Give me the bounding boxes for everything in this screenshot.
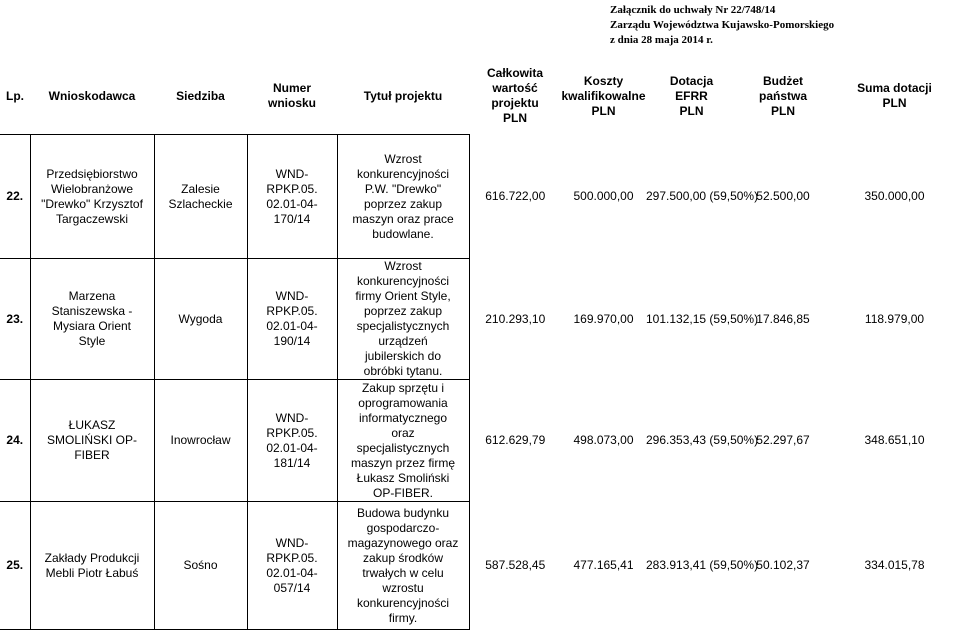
row-total-value: 616.722,00 xyxy=(485,189,546,203)
attachment-note-line: z dnia 28 maja 2014 r. xyxy=(610,34,713,46)
row-project-title: Wzrost konkurencyjności P.W. "Drewko" poprzez zakup maszyn oraz prace budowlane. xyxy=(337,135,469,259)
row-efrr-grant: 297.500,00 (59,50%) xyxy=(646,189,759,203)
row-applicant: Marzena Staniszewska - Mysiara Orient Style xyxy=(30,259,154,380)
col-header-lp: Lp. xyxy=(6,88,24,103)
row-total-value: 210.293,10 xyxy=(485,311,546,326)
row-eligible-costs: 169.970,00 xyxy=(573,311,634,326)
row-state-budget: 17.846,85 xyxy=(756,311,810,326)
attachment-note-line: Zarządu Województwa Kujawsko-Pomorskiego xyxy=(610,19,835,31)
row-application-number: WND- RPKP.05. 02.01-04- 190/14 xyxy=(247,259,337,380)
row-project-title: Budowa budynku gospodarczo- magazynowego oraz zakup środków trwałych w celu wzrostu konkurencyjności firmy. xyxy=(337,502,469,630)
col-header-grant-sum: Suma dotacji PLN xyxy=(857,81,932,110)
row-project-title: Wzrost konkurencyjności firmy Orient Style, poprzez zakup specjalistycznych urządzeń jubilerskich do obróbki tytanu. xyxy=(337,259,469,380)
col-header-project-title: Tytuł projektu xyxy=(363,88,443,103)
row-eligible-costs: 498.073,00 xyxy=(573,433,634,447)
row-seat: Wygoda xyxy=(154,259,247,380)
row-application-number: WND- RPKP.05. 02.01-04- 057/14 xyxy=(247,502,337,630)
row-efrr-grant: 101.132,15 (59,50%) xyxy=(646,311,759,326)
col-header-eligible-costs: Koszty kwalifikowalne PLN xyxy=(561,73,646,118)
table-row xyxy=(0,259,960,380)
row-eligible-costs: 500.000,00 xyxy=(573,189,634,203)
row-lp: 25. xyxy=(0,502,30,630)
table-row xyxy=(0,502,960,630)
grants-table xyxy=(0,64,960,630)
row-efrr-grant: 296.353,43 (59,50%) xyxy=(646,433,759,447)
row-state-budget: 52.297,67 xyxy=(756,433,810,447)
table-header-row xyxy=(0,64,960,128)
row-total-value: 612.629,79 xyxy=(485,433,546,447)
attachment-note-line: Załącznik do uchwały Nr 22/748/14 xyxy=(610,4,776,16)
table-row xyxy=(0,380,960,502)
col-header-seat: Siedziba xyxy=(176,88,225,103)
row-applicant: Przedsiębiorstwo Wielobranżowe "Drewko" Krzysztof Targaczewski xyxy=(30,135,154,259)
col-header-efrr-grant: Dotacja EFRR PLN xyxy=(669,73,714,118)
row-grant-sum: 118.979,00 xyxy=(864,311,925,326)
col-header-total-value: Całkowita wartość projektu PLN xyxy=(486,66,543,125)
row-seat: Sośno xyxy=(154,502,247,630)
row-applicant: Zakłady Produkcji Mebli Piotr Łabuś xyxy=(30,502,154,630)
row-efrr-grant: 283.913,41 (59,50%) xyxy=(646,558,759,572)
row-eligible-costs: 477.165,41 xyxy=(573,558,634,572)
row-application-number: WND- RPKP.05. 02.01-04- 181/14 xyxy=(247,380,337,502)
row-application-number: WND- RPKP.05. 02.01-04- 170/14 xyxy=(247,135,337,259)
table-row xyxy=(0,135,960,259)
row-state-budget: 50.102,37 xyxy=(756,558,810,572)
attachment-note xyxy=(610,3,872,48)
row-total-value: 587.528,45 xyxy=(485,558,546,572)
col-header-applicant: Wnioskodawca xyxy=(48,88,136,103)
row-applicant: ŁUKASZ SMOLIŃSKI OP- FIBER xyxy=(30,380,154,502)
row-state-budget: 52.500,00 xyxy=(756,189,810,203)
row-grant-sum: 348.651,10 xyxy=(864,433,925,447)
row-lp: 22. xyxy=(0,135,30,259)
col-header-state-budget: Budżet państwa PLN xyxy=(758,73,807,118)
col-header-application-number: Numer wniosku xyxy=(267,81,316,110)
row-lp: 24. xyxy=(0,380,30,502)
row-project-title: Zakup sprzętu i oprogramowania informatycznego oraz specjalistycznych maszyn przez firmę Łukasz Smoliński OP-FIBER. xyxy=(337,380,469,502)
row-lp: 23. xyxy=(0,259,30,380)
row-seat: Inowrocław xyxy=(154,380,247,502)
row-seat: Zalesie Szlacheckie xyxy=(154,135,247,259)
row-grant-sum: 334.015,78 xyxy=(864,558,925,572)
row-grant-sum: 350.000,00 xyxy=(864,189,925,203)
